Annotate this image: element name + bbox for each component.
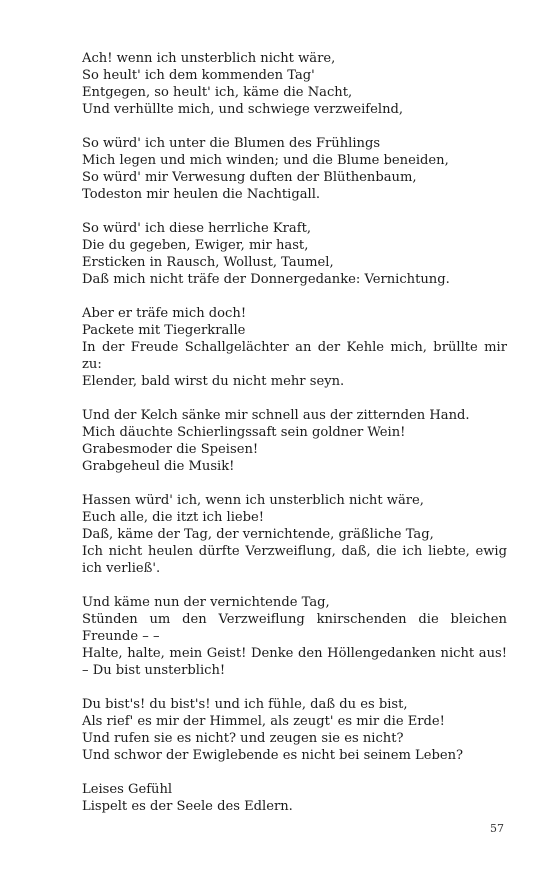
poem-line: Daß mich nicht träfe der Donnergedanke: Vernichtung. <box>82 272 450 287</box>
poem-line: Und rufen sie es nicht? und zeugen sie es nicht? <box>82 731 404 746</box>
poem-line: Hassen würd' ich, wenn ich unsterblich nicht wäre, <box>82 493 424 508</box>
poem-line: So würd' mir Verwesung duften der Blüthenbaum, <box>82 170 417 185</box>
poem-line: Ach! wenn ich unsterblich nicht wäre, <box>82 51 336 66</box>
poem-line: Als rief' es mir der Himmel, als zeugt' es mir die Erde! <box>82 714 445 729</box>
poem-line: So würd' ich diese herrliche Kraft, <box>82 221 311 236</box>
stanza-3 <box>82 220 507 288</box>
poem-line: Und käme nun der vernichtende Tag, <box>82 595 330 610</box>
stanza-4 <box>82 305 507 390</box>
poem-line: Elender, bald wirst du nicht mehr seyn. <box>82 374 345 389</box>
poem-line: Lispelt es der Seele des Edlern. <box>82 799 293 814</box>
poem-line: Mich däuchte Schierlingssaft sein goldner Wein! <box>82 425 406 440</box>
stanza-7 <box>82 594 507 679</box>
poem-line: Grabgeheul die Musik! <box>82 459 235 474</box>
poem-line: Leises Gefühl <box>82 782 173 797</box>
poem-line: Und der Kelch sänke mir schnell aus der zitternden Hand. <box>82 408 470 423</box>
poem-line: Aber er träfe mich doch! <box>82 306 247 321</box>
stanza-1 <box>82 50 507 118</box>
poem-line: So würd' ich unter die Blumen des Frühlings <box>82 136 381 151</box>
poem-line: Mich legen und mich winden; und die Blume beneiden, <box>82 153 449 168</box>
poem-line: So heult' ich dem kommenden Tag' <box>82 68 315 83</box>
poem-line: Euch alle, die itzt ich liebe! <box>82 510 265 525</box>
poem-line: Halte, halte, mein Geist! Denke den Höllengedanken nicht aus! – Du bist unsterblich! <box>82 646 507 678</box>
stanza-8 <box>82 696 507 764</box>
poem-line: Die du gegeben, Ewiger, mir hast, <box>82 238 309 253</box>
poem-line: Und verhüllte mich, und schwiege verzweifelnd, <box>82 102 404 117</box>
poem-line: Entgegen, so heult' ich, käme die Nacht, <box>82 85 353 100</box>
stanza-5 <box>82 407 507 475</box>
stanza-9 <box>82 781 507 815</box>
poem-line: Grabesmoder die Speisen! <box>82 442 259 457</box>
poem-line: Packete mit Tiegerkralle <box>82 323 246 338</box>
poem-line: Ich nicht heulen dürfte Verzweiflung, daß, die ich liebte, ewig ich verließ'. <box>82 544 507 576</box>
poem-line: Ersticken in Rausch, Wollust, Taumel, <box>82 255 334 270</box>
page-number: 57 <box>490 822 504 835</box>
stanza-6 <box>82 492 507 577</box>
poem-line: Daß, käme der Tag, der vernichtende, gräßliche Tag, <box>82 527 434 542</box>
poem-line: Und schwor der Ewiglebende es nicht bei seinem Leben? <box>82 748 464 763</box>
poem-line: Du bist's! du bist's! und ich fühle, daß du es bist, <box>82 697 408 712</box>
poem-line: In der Freude Schallgelächter an der Kehle mich, brüllte mir zu: <box>82 340 507 372</box>
poem-text <box>82 50 507 832</box>
stanza-2 <box>82 135 507 203</box>
poem-line: Stünden um den Verzweiflung knirschenden die bleichen Freunde – – <box>82 612 507 644</box>
poem-line: Todeston mir heulen die Nachtigall. <box>82 187 321 202</box>
